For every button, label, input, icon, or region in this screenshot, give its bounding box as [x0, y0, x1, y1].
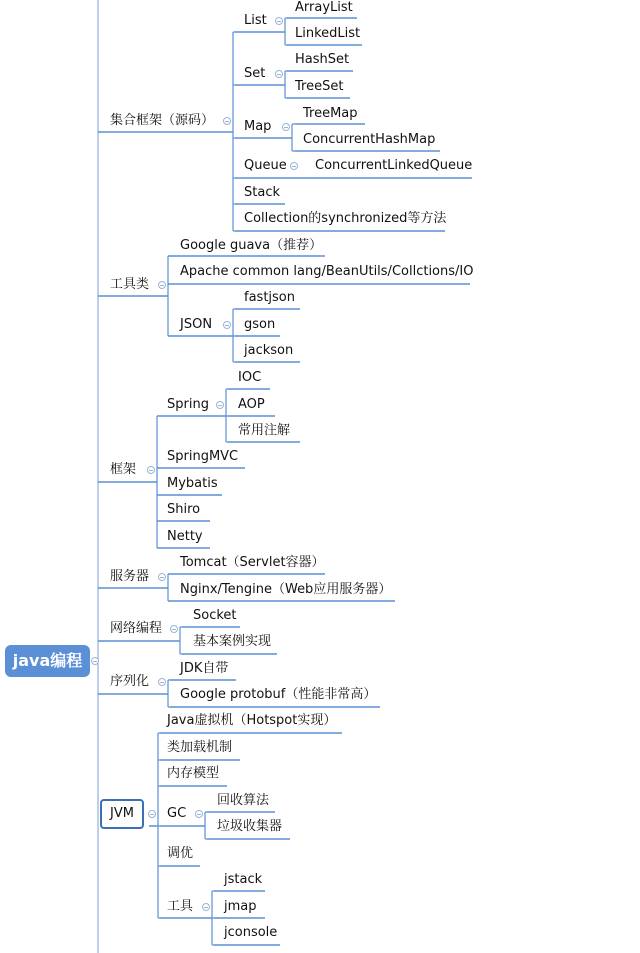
node-0-1-1[interactable]: TreeSet: [295, 79, 344, 94]
node-4-0[interactable]: Socket: [193, 608, 237, 623]
node-0-1[interactable]: Set: [244, 66, 266, 81]
node-6-5[interactable]: 工具: [167, 899, 194, 914]
collapse-toggle-icon[interactable]: [275, 70, 283, 78]
node-0-3-0[interactable]: ConcurrentLinkedQueue: [315, 158, 473, 173]
node-2-1[interactable]: SpringMVC: [167, 449, 239, 464]
node-1-2-0[interactable]: fastjson: [244, 290, 295, 305]
node-5-0[interactable]: JDK自带: [180, 661, 229, 676]
node-2-0-0[interactable]: IOC: [238, 370, 262, 385]
root-node[interactable]: java编程: [5, 645, 90, 677]
node-3-1[interactable]: Nginx/Tengine（Web应用服务器）: [180, 582, 392, 597]
node-1-2-1[interactable]: gson: [244, 317, 276, 332]
collapse-toggle-icon[interactable]: [148, 810, 156, 818]
node-3[interactable]: 服务器: [110, 569, 150, 584]
node-5-1[interactable]: Google protobuf（性能非常高）: [180, 687, 377, 702]
node-0-2-1[interactable]: ConcurrentHashMap: [303, 132, 436, 147]
collapse-toggle-icon[interactable]: [290, 162, 298, 170]
node-6-3-1[interactable]: 垃圾收集器: [217, 819, 283, 834]
node-6-3[interactable]: GC: [167, 806, 187, 821]
node-6[interactable]: JVM: [100, 799, 144, 829]
node-1-1[interactable]: Apache common lang/BeanUtils/Collctions/IO: [180, 264, 474, 279]
node-3-0[interactable]: Tomcat（Servlet容器）: [180, 555, 325, 570]
node-2-3[interactable]: Shiro: [167, 502, 201, 517]
node-2-0-2[interactable]: 常用注解: [238, 423, 291, 438]
node-1-0[interactable]: Google guava（推荐）: [180, 238, 323, 253]
node-0-2[interactable]: Map: [244, 119, 272, 134]
node-1-2-2[interactable]: jackson: [244, 343, 294, 358]
node-6-5-2[interactable]: jconsole: [224, 925, 278, 940]
node-2[interactable]: 框架: [110, 462, 137, 477]
node-6-4[interactable]: 调优: [167, 846, 194, 861]
collapse-toggle-icon[interactable]: [282, 123, 290, 131]
node-6-3-0[interactable]: 回收算法: [217, 793, 270, 808]
node-0-0-1[interactable]: LinkedList: [295, 26, 361, 41]
node-4[interactable]: 网络编程: [110, 621, 163, 636]
node-1-2[interactable]: JSON: [180, 317, 213, 332]
node-0-3[interactable]: Queue: [244, 158, 287, 173]
node-0-2-0[interactable]: TreeMap: [303, 106, 358, 121]
collapse-toggle-icon[interactable]: [223, 321, 231, 329]
node-6-2[interactable]: 内存模型: [167, 766, 220, 781]
collapse-toggle-icon[interactable]: [195, 810, 203, 818]
collapse-toggle-icon[interactable]: [223, 117, 231, 125]
node-0[interactable]: 集合框架（源码）: [110, 113, 215, 128]
node-4-1[interactable]: 基本案例实现: [193, 634, 272, 649]
node-2-2[interactable]: Mybatis: [167, 476, 218, 491]
node-1[interactable]: 工具类: [110, 277, 150, 292]
node-6-5-0[interactable]: jstack: [224, 872, 263, 887]
node-2-0[interactable]: Spring: [167, 397, 209, 412]
node-0-0[interactable]: List: [244, 13, 267, 28]
node-2-0-1[interactable]: AOP: [238, 397, 265, 412]
collapse-toggle-icon[interactable]: [91, 657, 99, 665]
collapse-toggle-icon[interactable]: [216, 401, 224, 409]
collapse-toggle-icon[interactable]: [158, 281, 166, 289]
collapse-toggle-icon[interactable]: [158, 573, 166, 581]
node-0-0-0[interactable]: ArrayList: [295, 0, 353, 15]
node-2-4[interactable]: Netty: [167, 529, 203, 544]
collapse-toggle-icon[interactable]: [147, 466, 155, 474]
node-0-4[interactable]: Stack: [244, 185, 280, 200]
collapse-toggle-icon[interactable]: [158, 678, 166, 686]
node-6-5-1[interactable]: jmap: [224, 899, 257, 914]
node-0-5[interactable]: Collection的synchronized等方法: [244, 211, 447, 226]
collapse-toggle-icon[interactable]: [170, 625, 178, 633]
collapse-toggle-icon[interactable]: [202, 903, 210, 911]
node-6-1[interactable]: 类加载机制: [167, 740, 233, 755]
node-5[interactable]: 序列化: [110, 674, 150, 689]
node-0-1-0[interactable]: HashSet: [295, 52, 350, 67]
node-6-0[interactable]: Java虚拟机（Hotspot实现）: [167, 713, 337, 728]
collapse-toggle-icon[interactable]: [275, 17, 283, 25]
